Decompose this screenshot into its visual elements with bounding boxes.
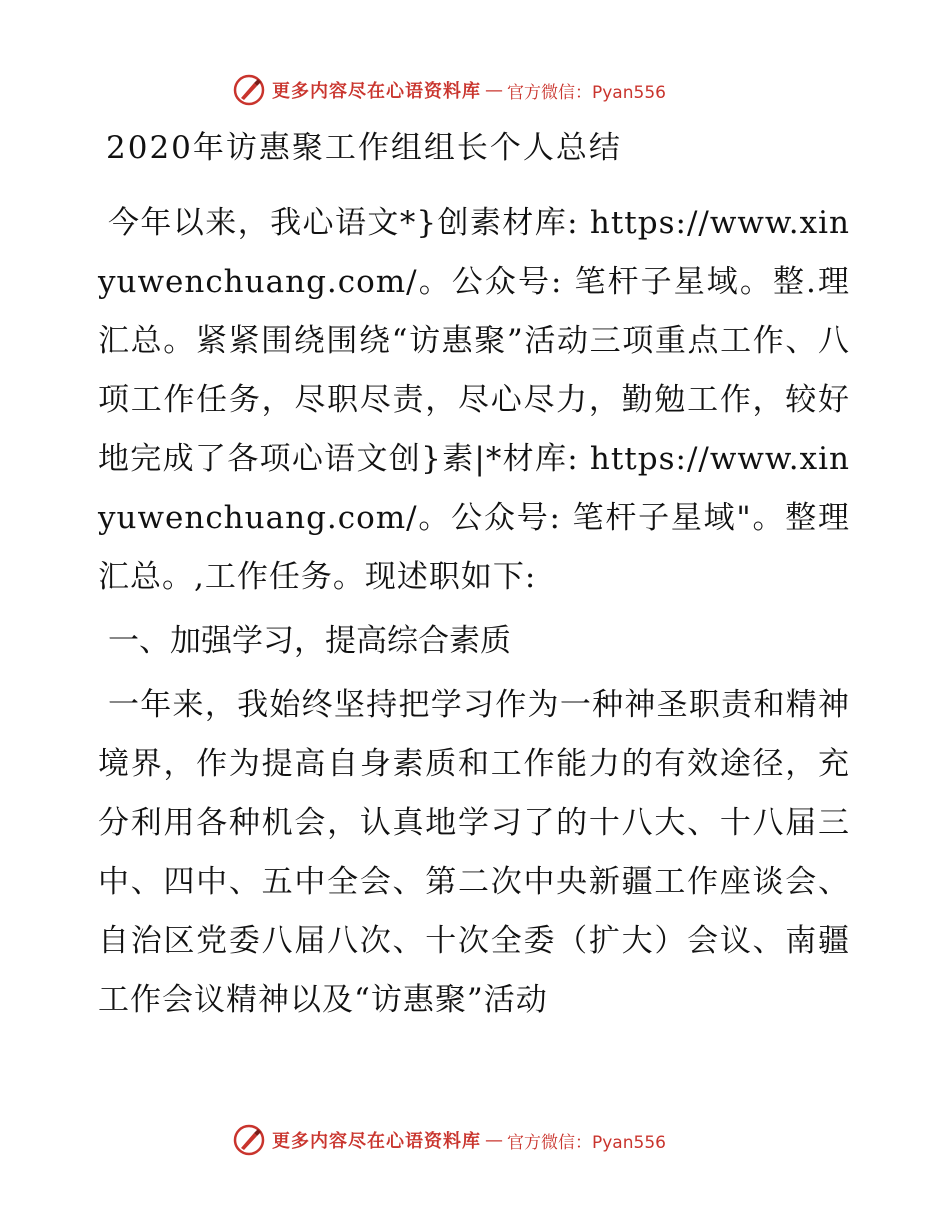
document-body (98, 194, 850, 1030)
banner-wechat: 官方微信：Pyan556 (507, 82, 666, 103)
banner-tagline: 更多内容尽在心语资料库 (272, 1131, 481, 1152)
banner-separator: — (485, 79, 503, 101)
document-title: 2020年访惠聚工作组组长个人总结 (106, 130, 622, 166)
footer-banner (232, 1120, 712, 1160)
pen-logo-icon (232, 1123, 266, 1157)
banner-tagline: 更多内容尽在心语资料库 (272, 81, 481, 102)
section-paragraph: 一年来，我始终坚持把学习作为一种神圣职责和精神境界，作为提高自身素质和工作能力的有效途径，充分利用各种机会，认真地学习了的十八大、十八届三中、四中、五中全会、第二次中央新疆工作座谈会、自治区党委八届八次、十次全委（扩大）会议、南疆工作会议精神以及“访惠聚”活动 (98, 687, 850, 1018)
pen-logo-icon (232, 73, 266, 107)
banner-separator: — (485, 1129, 503, 1151)
intro-paragraph: 今年以来，我心语文*}创素材库: https://www.xinyuwenchuang.com/。公众号: 笔杆子星域。整.理汇总。紧紧围绕围绕“访惠聚”活动三项重点工作、八项工作任务，尽职尽责，尽心尽力，勤勉工作，较好地完成了各项心语文创}素|*材库: https://www.xinyuwenchuang.com/。公众号: 笔杆子星域"。整理汇总。,工作任务。现述职如下: (98, 205, 850, 595)
section-heading: 一、加强学习，提高综合素质 (108, 623, 511, 659)
banner-wechat: 官方微信：Pyan556 (507, 1132, 666, 1153)
header-banner (232, 70, 712, 110)
